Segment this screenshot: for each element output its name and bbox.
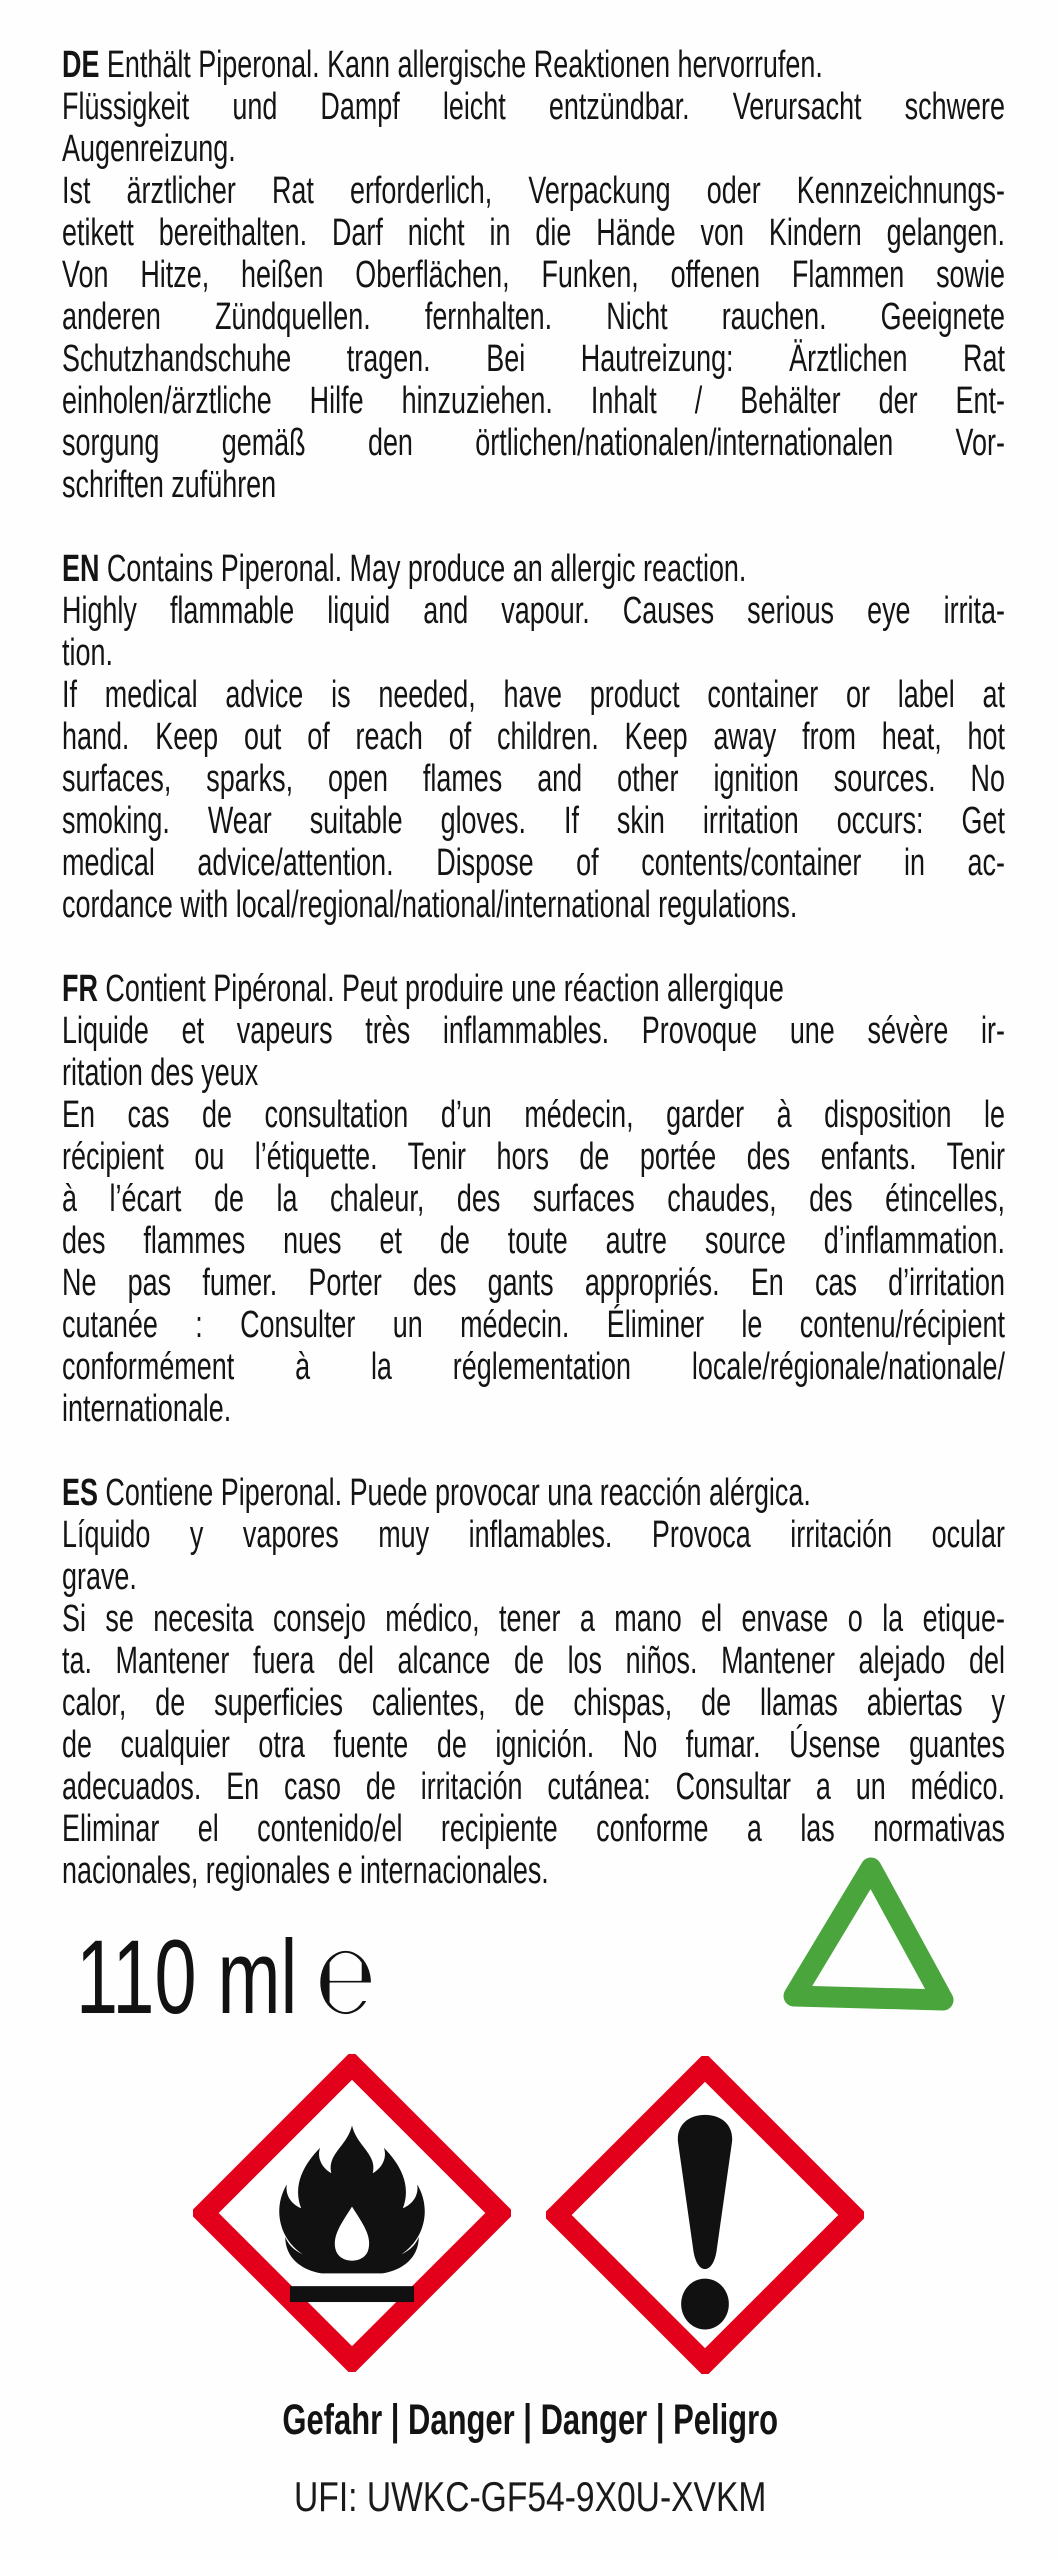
text-line: conformément à la réglementation locale/régionale/nationale/ xyxy=(62,1346,1005,1388)
text-line: Si se necesita consejo médico, tener a mano el envase o la etique- xyxy=(62,1598,1005,1640)
text-line: Liquide et vapeurs très inflammables. Provoque une sévère ir- xyxy=(62,1010,1005,1052)
text-line: Von Hitze, heißen Oberflächen, Funken, offenen Flammen sowie xyxy=(62,254,1005,296)
text-line: Schutzhandschuhe tragen. Bei Hautreizung: Ärztlichen Rat xyxy=(62,338,1005,380)
text-line: Líquido y vapores muy inflamables. Provoca irritación ocular xyxy=(62,1514,1005,1556)
text-line: hand. Keep out of reach of children. Keep away from heat, hot xyxy=(62,716,1005,758)
text-line: internationale. xyxy=(62,1388,232,1430)
language-code: FR xyxy=(62,968,98,1010)
signal-words: Gefahr | Danger | Danger | Peligro xyxy=(282,2396,778,2444)
text-line: En cas de consultation d’un médecin, garder à disposition le xyxy=(62,1094,1005,1136)
text-line: If medical advice is needed, have product container or label at xyxy=(62,674,1005,716)
text-line: calor, de superficies calientes, de chispas, de llamas abiertas y xyxy=(62,1682,1005,1724)
language-code: EN xyxy=(62,548,100,590)
text-line: adecuados. En caso de irritación cutánea: Consultar a un médico. xyxy=(62,1766,1005,1808)
net-volume xyxy=(76,1919,376,2036)
language-sections xyxy=(62,44,1005,1934)
volume-text: 110 ml xyxy=(76,1919,298,2036)
text-line: Ist ärztlicher Rat erforderlich, Verpackung oder Kennzeichnungs- xyxy=(62,170,1005,212)
text-line: à l’écart de la chaleur, des surfaces chaudes, des étincelles, xyxy=(62,1178,1005,1220)
text-line: ta. Mantener fuera del alcance de los niños. Mantener alejado del xyxy=(62,1640,1005,1682)
section-de xyxy=(62,44,1005,506)
ufi-line xyxy=(0,2474,1060,2520)
text-line: récipient ou l’étiquette. Tenir hors de portée des enfants. Tenir xyxy=(62,1136,1005,1178)
text-line: schriften zuführen xyxy=(62,464,277,506)
text-line: Ne pas fumer. Porter des gants appropriés. En cas d’irritation xyxy=(62,1262,1005,1304)
text-line: surfaces, sparks, open flames and other ignition sources. No xyxy=(62,758,1005,800)
text-line: sorgung gemäß den örtlichen/nationalen/internationalen Vor- xyxy=(62,422,1005,464)
ghs-flammable-icon xyxy=(193,2054,511,2372)
text-line: EN Contains Piperonal. May produce an allergic reaction. xyxy=(62,548,747,590)
text-line: tion. xyxy=(62,632,113,674)
text-line: medical advice/attention. Dispose of contents/container in ac- xyxy=(62,842,1005,884)
text-line: etikett bereithalten. Darf nicht in die Hände von Kindern gelangen. xyxy=(62,212,1005,254)
estimated-sign-icon: ℮ xyxy=(316,1924,376,2036)
text-line: anderen Zündquellen. fernhalten. Nicht rauchen. Geeignete xyxy=(62,296,1005,338)
language-code: DE xyxy=(62,44,100,86)
text-line: einholen/ärztliche Hilfe hinzuziehen. Inhalt / Behälter der Ent- xyxy=(62,380,1005,422)
text-line: smoking. Wear suitable gloves. If skin irritation occurs: Get xyxy=(62,800,1005,842)
section-fr xyxy=(62,968,1005,1430)
green-triangle-icon xyxy=(780,1854,956,2018)
text-line: FR Contient Pipéronal. Peut produire une réaction allergique xyxy=(62,968,784,1010)
section-en xyxy=(62,548,1005,926)
text-line: de cualquier otra fuente de ignición. No fumar. Úsense guantes xyxy=(62,1724,1005,1766)
text-line: Eliminar el contenido/el recipiente conforme a las normativas xyxy=(62,1808,1005,1850)
text-line: des flammes nues et de toute autre source d’inflammation. xyxy=(62,1220,1005,1262)
text-line: cordance with local/regional/national/international regulations. xyxy=(62,884,798,926)
section-es xyxy=(62,1472,1005,1892)
language-code: ES xyxy=(62,1472,98,1514)
text-line: grave. xyxy=(62,1556,137,1598)
text-line: ritation des yeux xyxy=(62,1052,259,1094)
ufi-code: UFI: UWKC-GF54-9X0U-XVKM xyxy=(293,2473,767,2520)
text-line: DE Enthält Piperonal. Kann allergische Reaktionen hervorrufen. xyxy=(62,44,823,86)
text-line: Augenreizung. xyxy=(62,128,236,170)
signal-word-line xyxy=(0,2396,1060,2444)
text-line: Flüssigkeit und Dampf leicht entzündbar. Verursacht schwere xyxy=(62,86,1005,128)
ghs-exclamation-icon xyxy=(546,2056,864,2374)
text-line: cutanée : Consulter un médecin. Éliminer le contenu/récipient xyxy=(62,1304,1005,1346)
text-line: nacionales, regionales e internacionales. xyxy=(62,1850,549,1892)
text-line: ES Contiene Piperonal. Puede provocar una reacción alérgica. xyxy=(62,1472,811,1514)
text-line: Highly flammable liquid and vapour. Causes serious eye irrita- xyxy=(62,590,1005,632)
